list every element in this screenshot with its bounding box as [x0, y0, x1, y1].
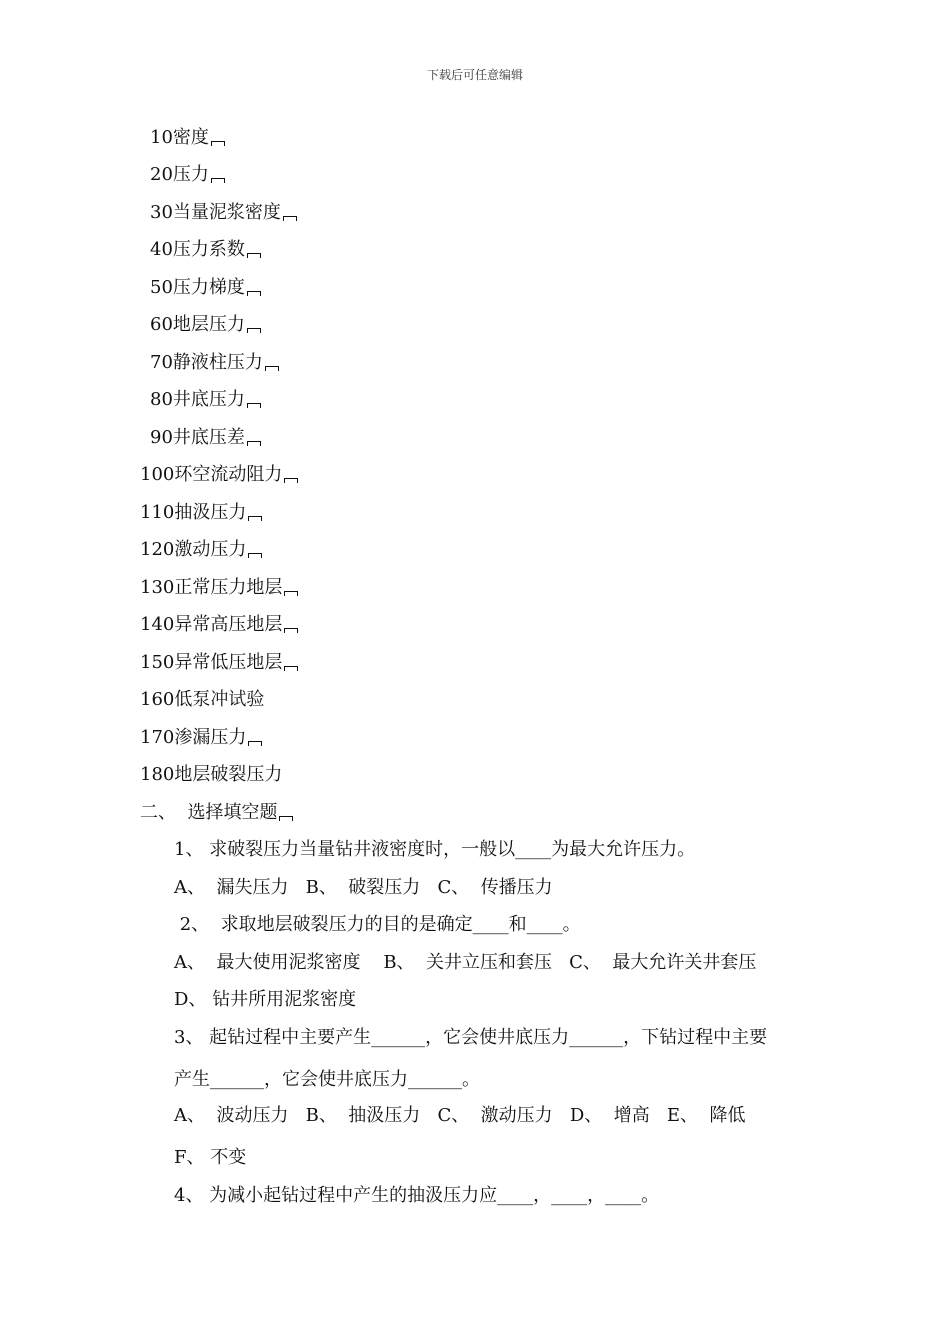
- options-line: A、 波动压力 B、 抽汲压力 C、 激动压力 D、 增高 E、 降低: [174, 1105, 746, 1126]
- options-line: A、 漏失压力 B、 破裂压力 C、 传播压力: [174, 877, 553, 898]
- term-line: [150, 126, 225, 150]
- term-text: 30当量泥浆密度: [150, 202, 281, 223]
- term-text: 90井底压差: [150, 427, 245, 448]
- term-line: [140, 726, 262, 750]
- term-text: 130正常压力地层: [140, 577, 283, 598]
- term-text: 110抽汲压力: [140, 502, 247, 523]
- term-line: [150, 163, 225, 187]
- term-text: 10密度: [150, 127, 209, 148]
- term-line: [140, 538, 262, 562]
- term-line: [150, 426, 261, 450]
- term-line: [150, 201, 297, 225]
- term-text: 40压力系数: [150, 239, 245, 260]
- term-text: 160低泵冲试验: [140, 689, 265, 710]
- placeholder-mark: [284, 591, 298, 596]
- term-line: [140, 463, 298, 487]
- placeholder-mark: [248, 741, 262, 746]
- term-line: [140, 501, 262, 525]
- placeholder-mark: [284, 478, 298, 483]
- term-text: 170渗漏压力: [140, 727, 247, 748]
- term-text: 140异常高压地层: [140, 614, 283, 635]
- term-line: [140, 576, 298, 600]
- term-line: [150, 276, 261, 300]
- placeholder-mark: [211, 141, 225, 146]
- term-text: 120激动压力: [140, 539, 247, 560]
- placeholder-mark: [247, 253, 261, 258]
- question-line: 4、 为减小起钻过程中产生的抽汲压力应____，____，____。: [174, 1185, 660, 1206]
- placeholder-mark: [284, 666, 298, 671]
- placeholder-mark: [247, 291, 261, 296]
- options-line: A、 最大使用泥浆密度 B、 关井立压和套压 C、 最大允许关井套压: [174, 952, 757, 973]
- placeholder-mark: [248, 553, 262, 558]
- question-line: 2、 求取地层破裂压力的目的是确定____和____。: [174, 914, 581, 935]
- placeholder-mark: [247, 441, 261, 446]
- placeholder-mark: [248, 516, 262, 521]
- placeholder-mark: [279, 816, 293, 821]
- placeholder-mark: [247, 403, 261, 408]
- term-line: [140, 688, 264, 712]
- term-text: 100环空流动阻力: [140, 464, 283, 485]
- placeholder-mark: [211, 178, 225, 183]
- term-text: 60地层压力: [150, 314, 245, 335]
- term-text: 80井底压力: [150, 389, 245, 410]
- term-text: 50压力梯度: [150, 277, 245, 298]
- placeholder-mark: [247, 328, 261, 333]
- placeholder-mark: [265, 366, 279, 371]
- term-text: 150异常低压地层: [140, 652, 283, 673]
- term-line: [150, 238, 261, 262]
- options-line: F、 不变: [174, 1147, 247, 1168]
- term-line: [150, 313, 261, 337]
- term-line: [140, 651, 298, 675]
- placeholder-mark: [283, 216, 297, 221]
- question-line: 3、 起钻过程中主要产生______，它会使井底压力______，下钻过程中主要: [174, 1027, 768, 1048]
- term-text: 180地层破裂压力: [140, 764, 283, 785]
- placeholder-mark: [284, 628, 298, 633]
- term-line: [140, 613, 298, 637]
- question-line: 产生______，它会使井底压力______。: [174, 1069, 480, 1090]
- term-line: [150, 351, 279, 375]
- page-header: 下载后可任意编辑: [426, 68, 523, 82]
- section-text: 二、 选择填空题: [140, 802, 278, 823]
- options-line: D、 钻井所用泥浆密度: [174, 989, 357, 1010]
- term-line: [140, 763, 282, 787]
- term-text: 70静液柱压力: [150, 352, 263, 373]
- question-line: 1、 求破裂压力当量钻井液密度时，一般以____为最大允许压力。: [174, 839, 696, 860]
- term-text: 20压力: [150, 164, 209, 185]
- term-line: [150, 388, 261, 412]
- section-heading: [140, 801, 293, 825]
